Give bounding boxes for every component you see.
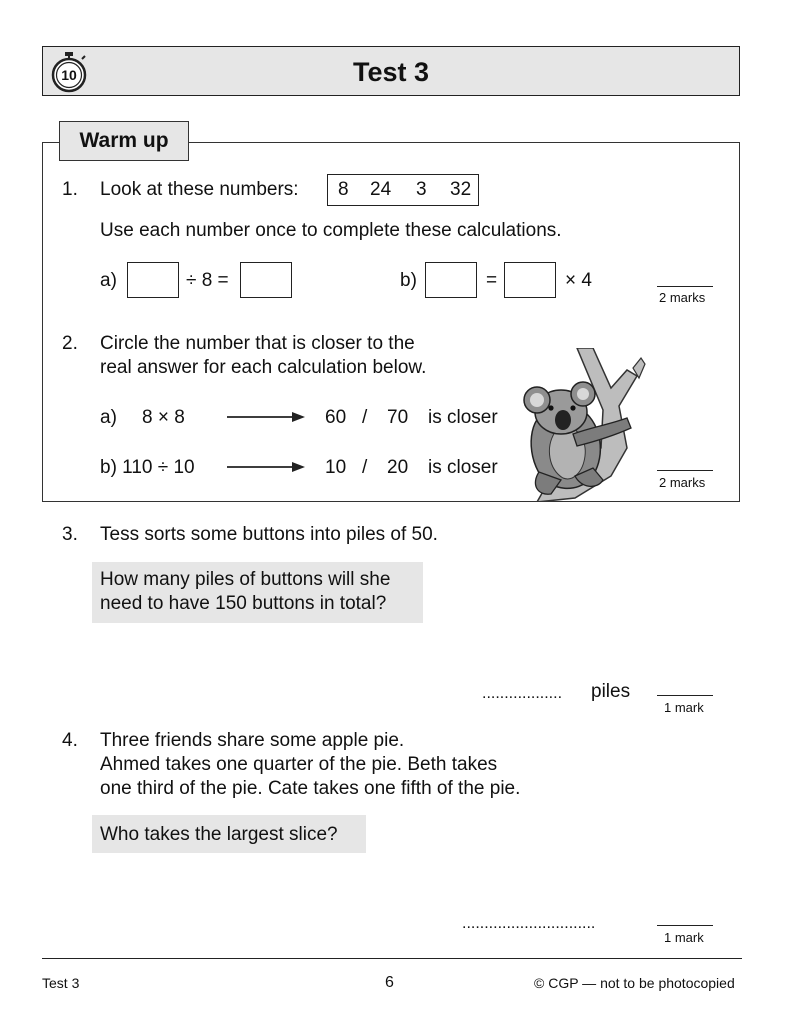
q4-mark-line (657, 925, 713, 926)
q4-answer-field[interactable]: .............................. (462, 915, 596, 932)
arrow-right-icon (226, 410, 306, 424)
q1-number: 1. (62, 179, 78, 200)
q2-number: 2. (62, 333, 78, 354)
timer-minutes: 10 (61, 67, 77, 83)
q2b-separator: / (362, 457, 368, 478)
warmup-label: Warm up (59, 121, 189, 161)
q4-marks: 1 mark (664, 930, 704, 945)
q1-instruction: Use each number once to complete these calculations. (100, 220, 562, 241)
q4-number: 4. (62, 730, 78, 751)
page-title: Test 3 (352, 57, 430, 87)
q1-marks: 2 marks (659, 290, 706, 305)
q4-line1: Three friends share some apple pie. (100, 730, 405, 751)
footer-test-label: Test 3 (42, 975, 80, 991)
q1-number-item: 24 (370, 179, 392, 200)
q1-number-item: 3 (416, 179, 427, 200)
q2a-calculation: 8 × 8 (142, 407, 185, 428)
q4-question: Who takes the largest slice? (100, 824, 338, 845)
q2-line2: real answer for each calculation below. (100, 357, 427, 378)
q1b-expression: × 4 (565, 270, 592, 291)
test-header (42, 46, 740, 96)
q3-answer-unit: piles (591, 681, 631, 702)
q3-marks: 1 mark (664, 700, 704, 715)
q1-prompt: Look at these numbers: (100, 179, 299, 200)
q2b-option-1[interactable]: 10 (325, 457, 347, 478)
q3-mark-line (657, 695, 713, 696)
footer-divider (42, 958, 742, 959)
q2-mark-line (657, 470, 713, 471)
q2-line1: Circle the number that is closer to the (100, 333, 415, 354)
q2a-separator: / (362, 407, 368, 428)
q2a-label: a) (100, 407, 117, 428)
q1-number-item: 32 (450, 179, 472, 200)
q1b-answer-box-1[interactable] (425, 262, 477, 298)
q1a-label: a) (100, 270, 117, 291)
q3-answer-field[interactable]: .................. (482, 685, 563, 702)
q1a-expression: ÷ 8 = (186, 270, 229, 291)
arrow-right-icon (226, 460, 306, 474)
q3-question-line1: How many piles of buttons will she (100, 569, 391, 590)
q1-mark-line (657, 286, 713, 287)
q3-text: Tess sorts some buttons into piles of 50. (100, 524, 438, 545)
q2a-option-2[interactable]: 70 (387, 407, 409, 428)
q3-question-line2: need to have 150 buttons in total? (100, 593, 387, 614)
footer-copyright: © CGP — not to be photocopied (534, 975, 735, 991)
q2a-option-1[interactable]: 60 (325, 407, 347, 428)
q2b-suffix: is closer (428, 457, 498, 478)
q1b-label: b) (400, 270, 417, 291)
q1a-answer-box-2[interactable] (240, 262, 292, 298)
q4-line3: one third of the pie. Cate takes one fifth of the pie. (100, 778, 521, 799)
q2b-calculation: b) 110 ÷ 10 (100, 457, 195, 478)
q2b-option-2[interactable]: 20 (387, 457, 409, 478)
page-number: 6 (385, 974, 394, 991)
q1a-answer-box-1[interactable] (127, 262, 179, 298)
q4-line2: Ahmed takes one quarter of the pie. Beth takes (100, 754, 498, 775)
koala-illustration (515, 348, 650, 502)
q1-number-item: 8 (338, 179, 349, 200)
q3-number: 3. (62, 524, 78, 545)
q2-marks: 2 marks (659, 475, 706, 490)
q1b-answer-box-2[interactable] (504, 262, 556, 298)
q1-number-box (327, 174, 479, 206)
q2a-suffix: is closer (428, 407, 498, 428)
q1b-equals: = (486, 270, 498, 291)
